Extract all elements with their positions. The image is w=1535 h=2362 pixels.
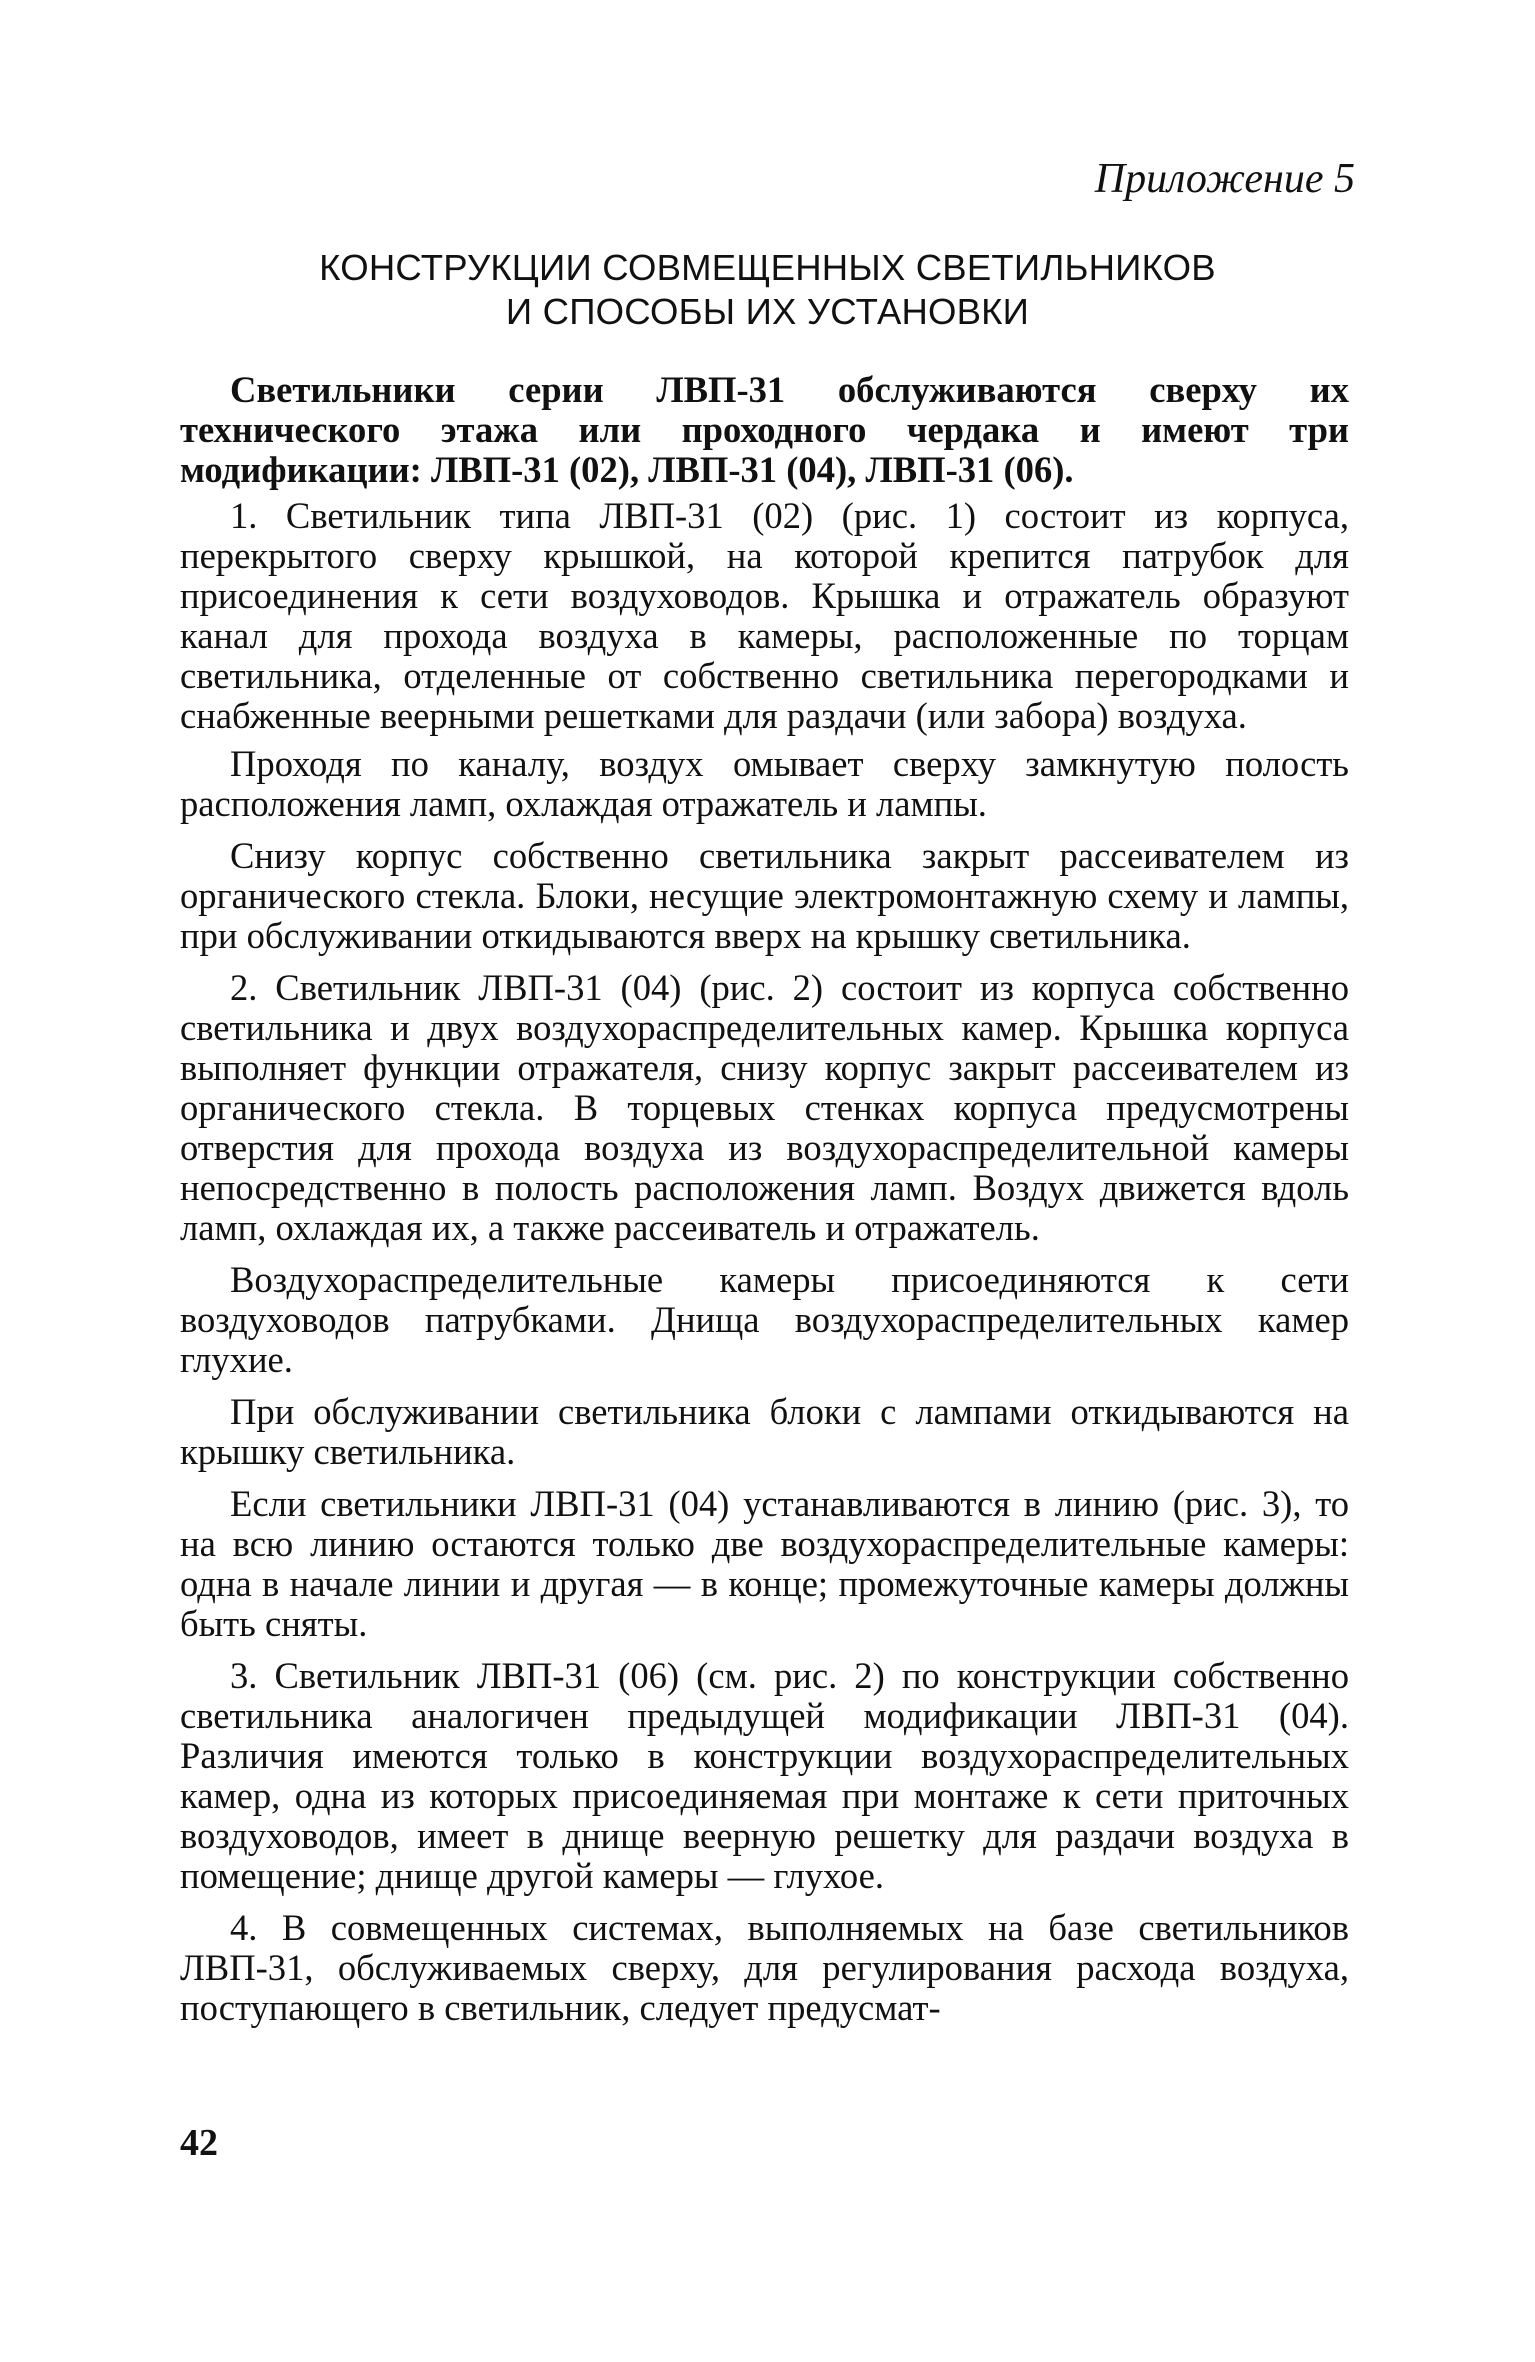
paragraph-7: Если светильники ЛВП-31 (04) устанавливаются в линию (рис. 3), то на всю линию остаются только две воздухораспределительные камеры: одна в начале линии и другая — в конце; промежуточные камеры должны быть сняты. [180, 1483, 1349, 1644]
paragraph-8: 3. Светильник ЛВП-31 (06) (см. рис. 2) по конструкции собственно светильника аналогичен предыдущей модификации ЛВП-31 (04). Различия имеются только в конструкции воздухораспределительных камер, одна из которых присоединяемая при монтаже к сети приточных воздуховодов, имеет в днище веерную решетку для раздачи воздуха в помещение; днище другой камеры — глухое. [180, 1655, 1349, 1896]
paragraph-6: При обслуживании светильника блоки с лампами откидываются на крышку светильника. [180, 1391, 1349, 1472]
paragraph-9: 4. В совмещенных системах, выполняемых на базе светильников ЛВП-31, обслуживаемых сверху, для регулирования расхода воздуха, поступающего в светильник, следует предусмат- [180, 1907, 1349, 2028]
paragraph-1: 1. Светильник типа ЛВП-31 (02) (рис. 1) состоит из корпуса, перекрытого сверху крышкой, на которой крепится патрубок для присоединения к сети воздуховодов. Крышка и отражатель образуют канал для прохода воздуха в камеры, расположенные по торцам светильника, отделенные от собственно светильника перегородками и снабженные веерными решетками для раздачи (или забора) воздуха. [180, 495, 1349, 736]
page-number: 42 [180, 2122, 218, 2164]
paragraph-4: 2. Светильник ЛВП-31 (04) (рис. 2) состоит из корпуса собственно светильника и двух воздухораспределительных камер. Крышка корпуса выполняет функции отражателя, снизу корпус закрыт рассеивателем из органического стекла. В торцевых стенках корпуса предусмотрены отверстия для прохода воздуха из воздухораспределительной камеры непосредственно в полость расположения ламп. Воздух движется вдоль ламп, охлаждая их, а также рассеиватель и отражатель. [180, 967, 1349, 1248]
section-title-line-1: КОНСТРУКЦИИ СОВМЕЩЕННЫХ СВЕТИЛЬНИКОВ [319, 247, 1216, 288]
paragraph-3: Снизу корпус собственно светильника закрыт рассеивателем из органического стекла. Блоки, несущие электромонтажную схему и лампы, при обслуживании откидываются вверх на крышку светильника. [180, 835, 1349, 956]
paragraph-2: Проходя по каналу, воздух омывает сверху замкнутую полость расположения ламп, охлаждая отражатель и лампы. [180, 743, 1349, 824]
section-title [180, 246, 1355, 334]
section-title-line-2: И СПОСОБЫ ИХ УСТАНОВКИ [505, 291, 1030, 332]
body-text [180, 370, 1349, 2040]
paragraph-5: Воздухораспределительные камеры присоединяются к сети воздуховодов патрубками. Днища воздухораспределительных камер глухие. [180, 1259, 1349, 1380]
appendix-label: Приложение 5 [1094, 156, 1355, 202]
intro-paragraph: Светильники серии ЛВП-31 обслуживаются сверху их технического этажа или проходного чердака и имеют три модификации: ЛВП-31 (02), ЛВП-31 (04), ЛВП-31 (06). [180, 369, 1349, 490]
